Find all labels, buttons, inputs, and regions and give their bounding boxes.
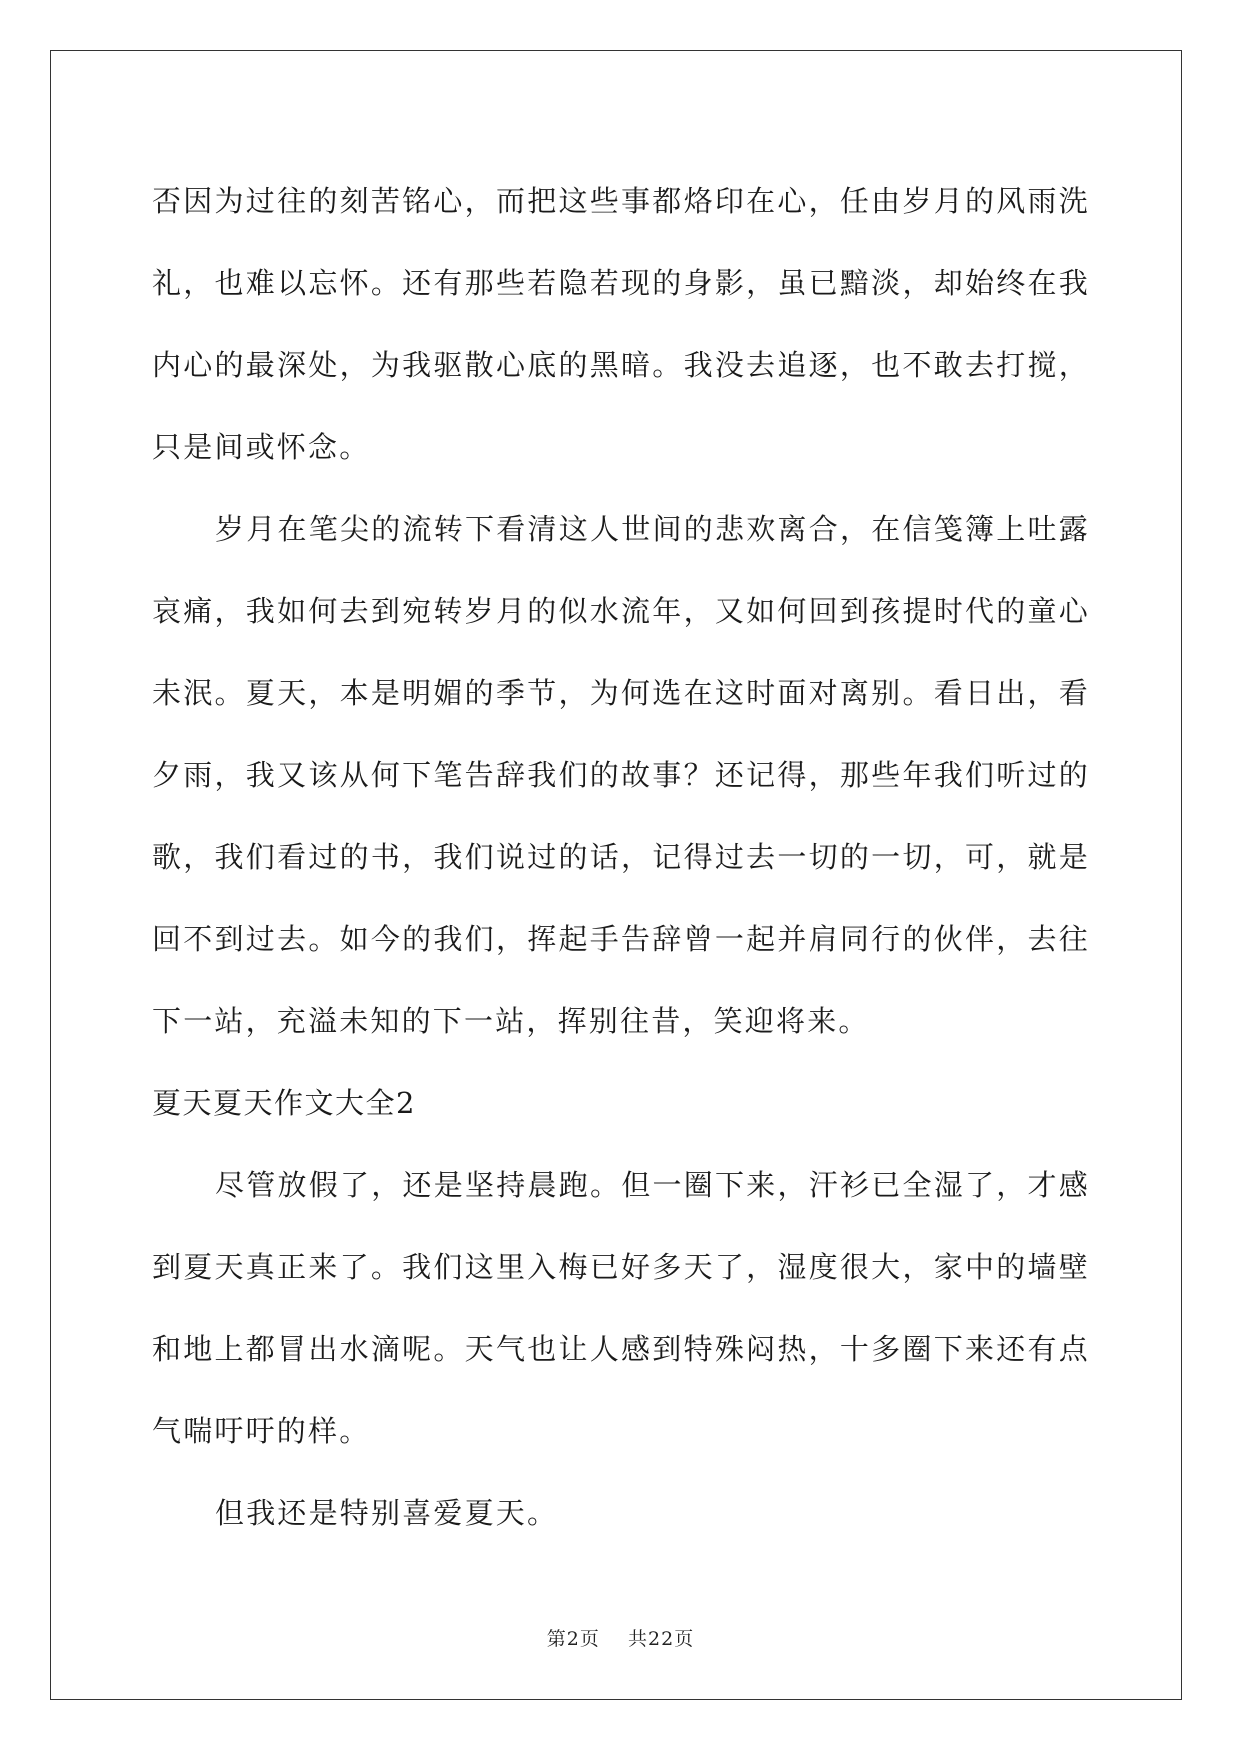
paragraph-line: 未泯。夏天，本是明媚的季节，为何选在这时面对离别。看日出，看 bbox=[152, 676, 1090, 710]
paragraph-p2 bbox=[152, 488, 1090, 1062]
paragraph-line: 和地上都冒出水滴呢。天气也让人感到特殊闷热，十多圈下来还有点 bbox=[152, 1332, 1090, 1366]
paragraph-line: 回不到过去。如今的我们，挥起手告辞曾一起并肩同行的伙伴，去往 bbox=[152, 922, 1090, 956]
paragraph-line: 尽管放假了，还是坚持晨跑。但一圈下来，汗衫已全湿了，才感 bbox=[215, 1168, 1090, 1202]
paragraph-p4 bbox=[152, 1472, 1090, 1554]
paragraph-line: 下一站，充溢未知的下一站，挥别往昔，笑迎将来。 bbox=[152, 1004, 870, 1038]
footer-total-prefix: 共 bbox=[628, 1628, 649, 1650]
footer-page-prefix: 第 bbox=[546, 1628, 567, 1650]
paragraph-line: 岁月在笔尖的流转下看清这人世间的悲欢离合，在信笺簿上吐露 bbox=[215, 512, 1090, 546]
footer-page-suffix: 页 bbox=[579, 1628, 600, 1650]
paragraph-p3 bbox=[152, 1144, 1090, 1472]
paragraph-line: 否因为过往的刻苦铭心，而把这些事都烙印在心，任由岁月的风雨洗 bbox=[152, 184, 1090, 218]
paragraph-line: 歌，我们看过的书，我们说过的话，记得过去一切的一切，可，就是 bbox=[152, 840, 1090, 874]
document-body bbox=[152, 160, 1090, 1554]
paragraph-line: 夕雨，我又该从何下笔告辞我们的故事？还记得，那些年我们听过的 bbox=[152, 758, 1090, 792]
paragraph-line: 气喘吁吁的样。 bbox=[152, 1414, 371, 1448]
paragraphs-before-heading bbox=[152, 160, 1090, 1062]
footer-page-number: 2 bbox=[566, 1628, 580, 1650]
paragraphs-after-heading bbox=[152, 1144, 1090, 1554]
page-footer bbox=[0, 1624, 1241, 1651]
paragraph-p1 bbox=[152, 160, 1090, 488]
footer-total-suffix: 页 bbox=[674, 1628, 695, 1650]
section-heading: 夏天夏天作文大全2 bbox=[152, 1086, 416, 1120]
paragraph-line: 哀痛，我如何去到宛转岁月的似水流年，又如何回到孩提时代的童心 bbox=[152, 594, 1090, 628]
paragraph-line: 礼，也难以忘怀。还有那些若隐若现的身影，虽已黯淡，却始终在我 bbox=[152, 266, 1090, 300]
paragraph-line: 内心的最深处，为我驱散心底的黑暗。我没去追逐，也不敢去打搅， bbox=[152, 348, 1090, 382]
footer-total-pages: 22 bbox=[648, 1628, 675, 1650]
paragraph-line: 只是间或怀念。 bbox=[152, 430, 371, 464]
paragraph-line: 到夏天真正来了。我们这里入梅已好多天了，湿度很大，家中的墙壁 bbox=[152, 1250, 1090, 1284]
paragraph-line: 但我还是特别喜爱夏天。 bbox=[215, 1496, 559, 1530]
